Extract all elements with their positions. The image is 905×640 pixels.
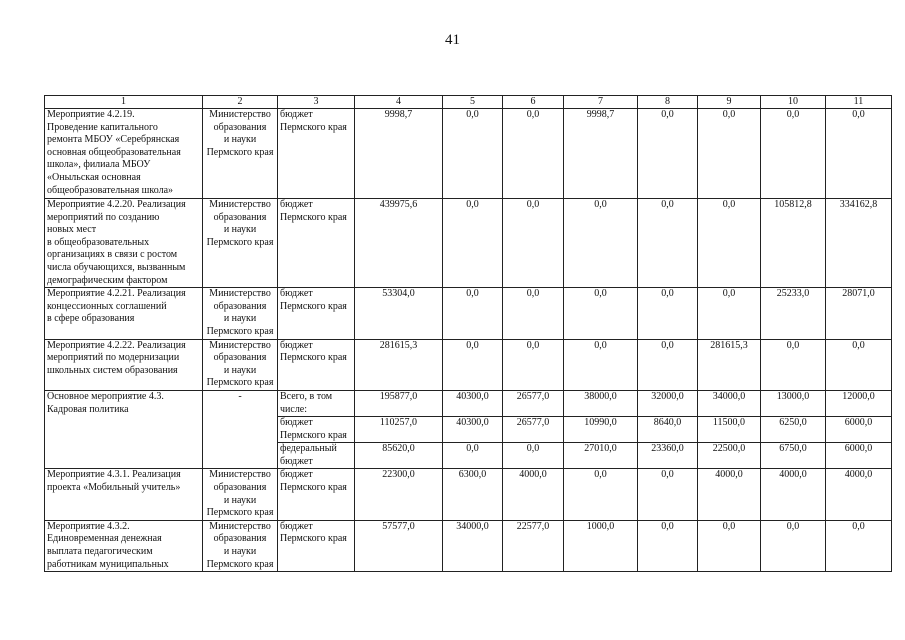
activity-name: Основное мероприятие 4.3. Кадровая политика	[45, 390, 203, 469]
executor-cell: Министерство образования и науки Пермского края	[203, 199, 278, 288]
value-cell: 0,0	[443, 443, 503, 469]
funding-source: Всего, в том числе:	[278, 390, 355, 416]
column-header: 4	[355, 96, 443, 109]
value-cell: 9998,7	[564, 109, 638, 199]
column-header: 9	[698, 96, 761, 109]
value-cell: 0,0	[761, 339, 826, 390]
value-cell: 4000,0	[503, 469, 564, 520]
value-cell: 34000,0	[443, 520, 503, 571]
column-header: 7	[564, 96, 638, 109]
value-cell: 12000,0	[826, 390, 892, 416]
value-cell: 6750,0	[761, 443, 826, 469]
executor-cell: Министерство образования и науки Пермского края	[203, 339, 278, 390]
value-cell: 195877,0	[355, 390, 443, 416]
value-cell: 0,0	[564, 199, 638, 288]
value-cell: 28071,0	[826, 288, 892, 339]
activity-name: Мероприятие 4.3.1. Реализация проекта «Мобильный учитель»	[45, 469, 203, 520]
funding-source: бюджет Пермского края	[278, 199, 355, 288]
value-cell: 0,0	[826, 339, 892, 390]
executor-cell: Министерство образования и науки Пермского края	[203, 288, 278, 339]
page-number: 41	[445, 32, 460, 48]
header-row	[45, 96, 892, 109]
executor-cell: -	[203, 390, 278, 469]
value-cell: 439975,6	[355, 199, 443, 288]
value-cell: 281615,3	[355, 339, 443, 390]
value-cell: 0,0	[638, 288, 698, 339]
value-cell: 0,0	[698, 109, 761, 199]
column-header: 8	[638, 96, 698, 109]
value-cell: 105812,8	[761, 199, 826, 288]
value-cell: 0,0	[638, 199, 698, 288]
funding-source: бюджет Пермского края	[278, 109, 355, 199]
value-cell: 26577,0	[503, 417, 564, 443]
value-cell: 0,0	[564, 339, 638, 390]
value-cell: 110257,0	[355, 417, 443, 443]
funding-source: бюджет Пермского края	[278, 417, 355, 443]
value-cell: 0,0	[826, 520, 892, 571]
value-cell: 0,0	[503, 288, 564, 339]
value-cell: 22577,0	[503, 520, 564, 571]
value-cell: 0,0	[826, 109, 892, 199]
value-cell: 32000,0	[638, 390, 698, 416]
value-cell: 0,0	[443, 199, 503, 288]
value-cell: 38000,0	[564, 390, 638, 416]
value-cell: 0,0	[564, 469, 638, 520]
column-header: 5	[443, 96, 503, 109]
value-cell: 6250,0	[761, 417, 826, 443]
value-cell: 34000,0	[698, 390, 761, 416]
activity-name: Мероприятие 4.3.2. Единовременная денежная выплата педагогическим работникам муниципальных	[45, 520, 203, 571]
value-cell: 25233,0	[761, 288, 826, 339]
value-cell: 0,0	[564, 288, 638, 339]
value-cell: 22300,0	[355, 469, 443, 520]
table-row	[45, 199, 892, 288]
value-cell: 281615,3	[698, 339, 761, 390]
funding-source: бюджет Пермского края	[278, 288, 355, 339]
value-cell: 6000,0	[826, 443, 892, 469]
value-cell: 0,0	[761, 520, 826, 571]
column-header: 11	[826, 96, 892, 109]
value-cell: 4000,0	[761, 469, 826, 520]
executor-cell: Министерство образования и науки Пермского края	[203, 109, 278, 199]
value-cell: 40300,0	[443, 417, 503, 443]
activity-name: Мероприятие 4.2.22. Реализация мероприятий по модернизации школьных систем образования	[45, 339, 203, 390]
value-cell: 0,0	[443, 339, 503, 390]
budget-table	[44, 95, 892, 572]
value-cell: 0,0	[503, 199, 564, 288]
value-cell: 23360,0	[638, 443, 698, 469]
value-cell: 22500,0	[698, 443, 761, 469]
value-cell: 0,0	[698, 288, 761, 339]
value-cell: 6300,0	[443, 469, 503, 520]
value-cell: 0,0	[638, 339, 698, 390]
value-cell: 9998,7	[355, 109, 443, 199]
value-cell: 11500,0	[698, 417, 761, 443]
value-cell: 0,0	[638, 469, 698, 520]
value-cell: 57577,0	[355, 520, 443, 571]
value-cell: 0,0	[443, 109, 503, 199]
column-header: 1	[45, 96, 203, 109]
column-header: 2	[203, 96, 278, 109]
table-row	[45, 339, 892, 390]
table-row	[45, 390, 892, 416]
funding-source: федеральный бюджет	[278, 443, 355, 469]
funding-source: бюджет Пермского края	[278, 520, 355, 571]
value-cell: 10990,0	[564, 417, 638, 443]
value-cell: 1000,0	[564, 520, 638, 571]
value-cell: 0,0	[638, 520, 698, 571]
value-cell: 0,0	[503, 339, 564, 390]
value-cell: 334162,8	[826, 199, 892, 288]
value-cell: 0,0	[503, 443, 564, 469]
value-cell: 0,0	[443, 288, 503, 339]
column-header: 3	[278, 96, 355, 109]
value-cell: 0,0	[638, 109, 698, 199]
table-row	[45, 288, 892, 339]
table-row	[45, 520, 892, 571]
value-cell: 0,0	[503, 109, 564, 199]
executor-cell: Министерство образования и науки Пермского края	[203, 520, 278, 571]
table-row	[45, 109, 892, 199]
value-cell: 85620,0	[355, 443, 443, 469]
value-cell: 8640,0	[638, 417, 698, 443]
table-row	[45, 469, 892, 520]
funding-source: бюджет Пермского края	[278, 339, 355, 390]
column-header: 10	[761, 96, 826, 109]
value-cell: 6000,0	[826, 417, 892, 443]
value-cell: 53304,0	[355, 288, 443, 339]
activity-name: Мероприятие 4.2.21. Реализация концессионных соглашений в сфере образования	[45, 288, 203, 339]
value-cell: 27010,0	[564, 443, 638, 469]
funding-source: бюджет Пермского края	[278, 469, 355, 520]
value-cell: 26577,0	[503, 390, 564, 416]
activity-name: Мероприятие 4.2.20. Реализация мероприятий по созданию новых мест в общеобразовательных организациях в связи с ростом числа обучающихся, вызванным демографическим фактором	[45, 199, 203, 288]
column-header: 6	[503, 96, 564, 109]
value-cell: 0,0	[761, 109, 826, 199]
value-cell: 13000,0	[761, 390, 826, 416]
executor-cell: Министерство образования и науки Пермского края	[203, 469, 278, 520]
activity-name: Мероприятие 4.2.19. Проведение капитального ремонта МБОУ «Серебрянская основная общеобразовательная школа», филиала МБОУ «Оныльская основная общеобразовательная школа»	[45, 109, 203, 199]
value-cell: 0,0	[698, 199, 761, 288]
value-cell: 4000,0	[698, 469, 761, 520]
value-cell: 4000,0	[826, 469, 892, 520]
value-cell: 0,0	[698, 520, 761, 571]
value-cell: 40300,0	[443, 390, 503, 416]
